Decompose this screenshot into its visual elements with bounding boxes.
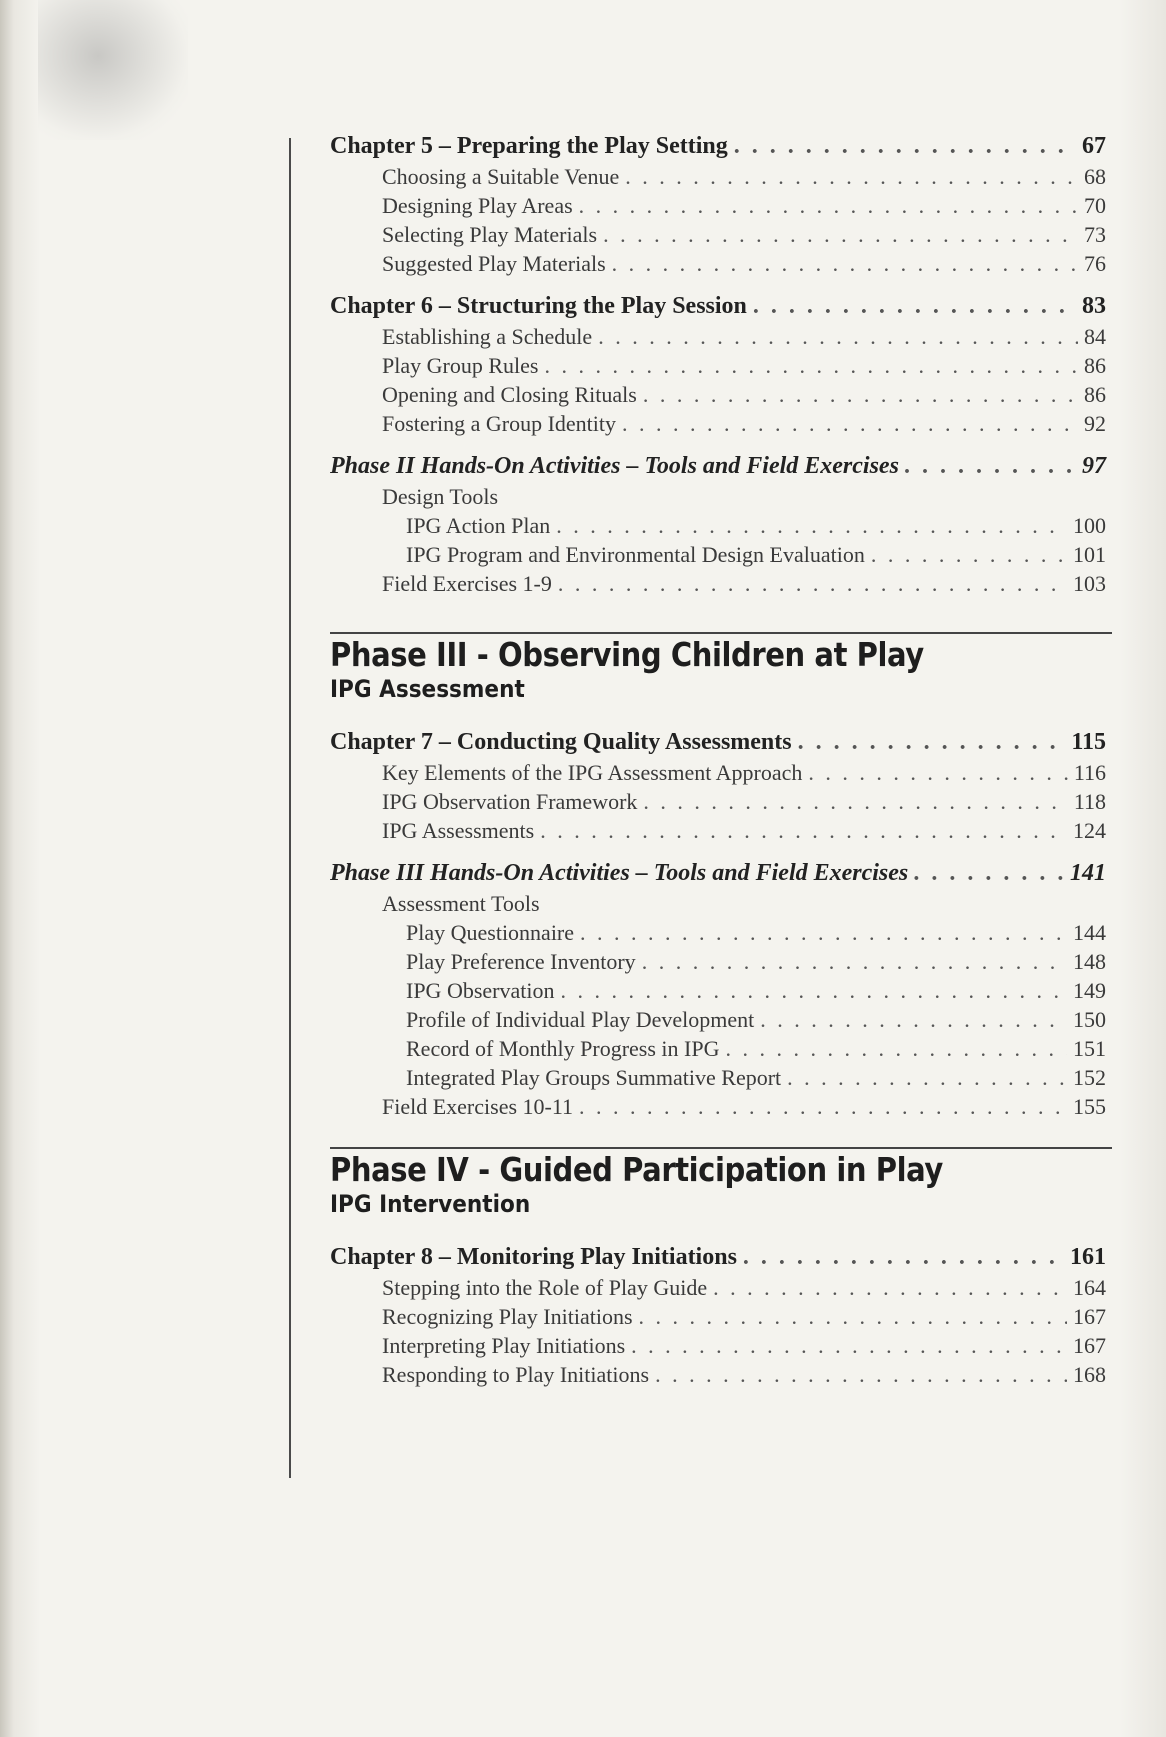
section-divider	[330, 632, 1112, 634]
toc-page-number: 167	[1073, 1304, 1106, 1329]
toc-label: Establishing a Schedule	[382, 324, 593, 349]
leader-dots	[871, 540, 1067, 569]
leader-dots	[603, 220, 1078, 249]
toc-label: IPG Observation	[406, 978, 555, 1003]
leader-dots	[734, 130, 1076, 162]
toc-label: Integrated Play Groups Summative Report	[406, 1065, 782, 1090]
table-of-contents	[330, 130, 1106, 1389]
toc-chapter-8	[330, 1241, 1106, 1273]
toc-subheading-design-tools: Design Tools	[382, 484, 499, 509]
leader-dots	[544, 351, 1078, 380]
leader-dots	[556, 511, 1067, 540]
toc-page-number: 73	[1084, 222, 1106, 247]
toc-label: Recognizing Play Initiations	[382, 1304, 633, 1329]
toc-label: Phase III Hands-On Activities – Tools and Field Exercises	[330, 860, 909, 886]
toc-label: Record of Monthly Progress in IPG	[406, 1036, 720, 1061]
toc-page-number: 97	[1082, 453, 1106, 479]
toc-item	[330, 976, 1106, 1005]
toc-label: Selecting Play Materials	[382, 222, 598, 247]
toc-item	[330, 758, 1106, 787]
leader-dots	[643, 787, 1067, 816]
leader-dots	[643, 380, 1078, 409]
section-divider	[330, 1147, 1112, 1149]
toc-page-number: 168	[1073, 1362, 1106, 1387]
toc-page-number: 92	[1084, 411, 1106, 436]
toc-page-number: 68	[1084, 164, 1106, 189]
toc-chapter-5	[330, 130, 1106, 162]
toc-label: Phase II Hands-On Activities – Tools and Field Exercises	[330, 453, 899, 479]
leader-dots	[625, 162, 1078, 191]
toc-page-number: 150	[1073, 1007, 1106, 1032]
toc-label: Chapter 8 – Monitoring Play Initiations	[330, 1244, 737, 1270]
leader-dots	[798, 726, 1066, 758]
toc-item	[330, 787, 1106, 816]
leader-dots	[713, 1273, 1067, 1302]
toc-label: Suggested Play Materials	[382, 251, 606, 276]
toc-item	[330, 569, 1106, 598]
toc-label: IPG Observation Framework	[382, 789, 638, 814]
toc-item	[330, 816, 1106, 845]
toc-label: Play Preference Inventory	[406, 949, 636, 974]
toc-item	[330, 409, 1106, 438]
leader-dots	[642, 947, 1067, 976]
leader-dots	[580, 918, 1067, 947]
leader-dots	[560, 976, 1067, 1005]
toc-item	[330, 1034, 1106, 1063]
toc-page-number: 84	[1084, 324, 1106, 349]
toc-page-number: 86	[1084, 382, 1106, 407]
phase4-subtitle: IPG Intervention	[330, 1190, 531, 1218]
leader-dots	[808, 758, 1067, 787]
toc-page-number: 76	[1084, 251, 1106, 276]
toc-item	[330, 1092, 1106, 1121]
toc-item	[330, 249, 1106, 278]
leader-dots	[622, 409, 1078, 438]
toc-page-number: 149	[1073, 978, 1106, 1003]
toc-item	[330, 540, 1106, 569]
phase3-subtitle: IPG Assessment	[330, 675, 525, 703]
toc-item	[330, 1360, 1106, 1389]
toc-page-number: 67	[1082, 133, 1106, 159]
toc-item	[330, 380, 1106, 409]
toc-page-number: 101	[1073, 542, 1106, 567]
toc-label: Profile of Individual Play Development	[406, 1007, 755, 1032]
toc-label: Opening and Closing Rituals	[382, 382, 637, 407]
toc-page-number: 152	[1073, 1065, 1106, 1090]
toc-page-number: 155	[1073, 1094, 1106, 1119]
toc-label: Stepping into the Role of Play Guide	[382, 1275, 708, 1300]
toc-phase3-activities	[330, 857, 1106, 889]
leader-dots	[760, 1005, 1067, 1034]
toc-label: Play Group Rules	[382, 353, 539, 378]
toc-chapter-6	[330, 290, 1106, 322]
toc-item	[330, 191, 1106, 220]
toc-item	[330, 918, 1106, 947]
toc-page-number: 161	[1070, 1244, 1106, 1270]
toc-page-number: 100	[1073, 513, 1106, 538]
toc-page-number: 141	[1070, 860, 1106, 886]
toc-item	[330, 1331, 1106, 1360]
leader-dots	[914, 857, 1064, 889]
toc-label: IPG Action Plan	[406, 513, 551, 538]
phase4-title: Phase IV - Guided Participation in Play	[330, 1150, 943, 1189]
toc-page-number: 70	[1084, 193, 1106, 218]
toc-label: Designing Play Areas	[382, 193, 573, 218]
toc-page-number: 103	[1073, 571, 1106, 596]
toc-page-number: 151	[1073, 1036, 1106, 1061]
toc-page-number: 115	[1071, 729, 1106, 755]
toc-page-number: 124	[1073, 818, 1106, 843]
toc-item	[330, 1302, 1106, 1331]
leader-dots	[579, 1092, 1067, 1121]
leader-dots	[743, 1241, 1064, 1273]
leader-dots	[655, 1360, 1067, 1389]
toc-item	[330, 351, 1106, 380]
toc-phase2-activities	[330, 450, 1106, 482]
phase3-title: Phase III - Observing Children at Play	[330, 635, 924, 674]
toc-item	[330, 220, 1106, 249]
toc-page-number: 167	[1073, 1333, 1106, 1358]
leader-dots	[579, 191, 1078, 220]
toc-label: Field Exercises 1-9	[382, 571, 552, 596]
toc-chapter-7	[330, 726, 1106, 758]
leader-dots	[639, 1302, 1067, 1331]
toc-item	[330, 1273, 1106, 1302]
toc-label: Chapter 6 – Structuring the Play Session	[330, 293, 747, 319]
toc-page-number: 144	[1073, 920, 1106, 945]
leader-dots	[905, 450, 1076, 482]
scan-smudge	[38, 0, 188, 140]
toc-label: Choosing a Suitable Venue	[382, 164, 620, 189]
toc-item	[330, 947, 1106, 976]
leader-dots	[612, 249, 1078, 278]
toc-item	[330, 1063, 1106, 1092]
toc-item	[330, 322, 1106, 351]
toc-label: IPG Assessments	[382, 818, 535, 843]
leader-dots	[598, 322, 1078, 351]
toc-label: Responding to Play Initiations	[382, 1362, 650, 1387]
toc-label: Interpreting Play Initiations	[382, 1333, 626, 1358]
leader-dots	[540, 816, 1067, 845]
toc-page-number: 164	[1073, 1275, 1106, 1300]
toc-label: Play Questionnaire	[406, 920, 575, 945]
toc-label: Chapter 5 – Preparing the Play Setting	[330, 133, 728, 159]
toc-subheading-assessment-tools: Assessment Tools	[382, 891, 540, 916]
toc-label: Key Elements of the IPG Assessment Approach	[382, 760, 803, 785]
leader-dots	[725, 1034, 1067, 1063]
toc-item	[330, 162, 1106, 191]
toc-page-number: 148	[1073, 949, 1106, 974]
leader-dots	[558, 569, 1067, 598]
toc-page-number: 86	[1084, 353, 1106, 378]
leader-dots	[787, 1063, 1067, 1092]
toc-label: Field Exercises 10-11	[382, 1094, 574, 1119]
leader-dots	[631, 1331, 1067, 1360]
toc-item	[330, 511, 1106, 540]
margin-rule	[289, 138, 291, 1478]
toc-label: Fostering a Group Identity	[382, 411, 617, 436]
toc-page-number: 83	[1082, 293, 1106, 319]
toc-page-number: 118	[1073, 789, 1106, 814]
toc-label: Chapter 7 – Conducting Quality Assessments	[330, 729, 792, 755]
leader-dots	[753, 290, 1076, 322]
toc-label: IPG Program and Environmental Design Evaluation	[406, 542, 865, 567]
toc-item	[330, 1005, 1106, 1034]
toc-page-number: 116	[1073, 760, 1106, 785]
